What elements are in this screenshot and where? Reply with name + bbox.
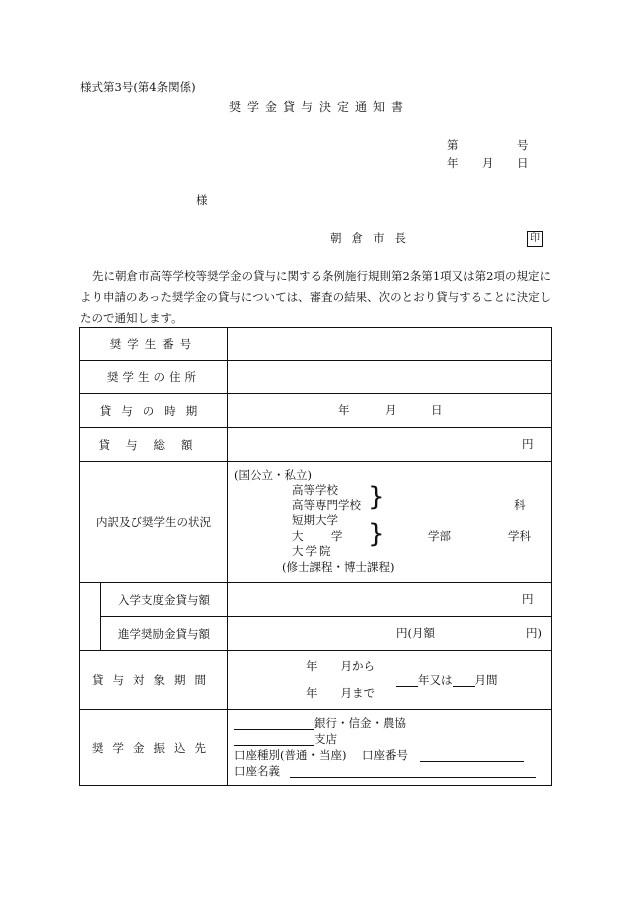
value-student-address[interactable] (228, 361, 552, 394)
period-months: 月間 (474, 673, 498, 687)
value-loan-timing[interactable] (228, 394, 552, 428)
label-transfer: 奨学金振込先 (80, 710, 228, 786)
account-type: 口座種別(普通・当座) (234, 748, 347, 762)
school-high-school: 高等学校 (292, 483, 338, 497)
document-title: 奨学金貸与決定通知書 (229, 100, 410, 114)
value-breakdown[interactable] (228, 462, 552, 583)
doc-number-prefix: 第 (447, 138, 459, 152)
period-to: 年 月まで (306, 686, 375, 700)
value-entrance-loan[interactable] (228, 583, 552, 617)
scholarship-loan-unit: 円(月額 (396, 626, 435, 640)
doc-number-suffix: 号 (517, 138, 529, 152)
bank-name-blank[interactable] (234, 729, 314, 730)
label-scholarship-loan: 進学奨励金貸与額 (101, 617, 228, 651)
branch-line (234, 734, 337, 746)
label-loan-timing: 貸与の時期 (80, 394, 228, 428)
date-month: 月 (482, 156, 494, 170)
entrance-loan-unit: 円 (522, 592, 534, 606)
school-type-note: (国公立・私立) (234, 468, 312, 482)
row-transfer (80, 710, 552, 786)
bank-suffix: 銀行・信金・農協 (314, 716, 406, 730)
label-student-number: 奨学生番号 (80, 328, 228, 361)
row-student-address (80, 361, 552, 394)
school-junior-college: 短期大学 (292, 513, 338, 527)
date-year: 年 (447, 156, 459, 170)
account-name-label: 口座名義 (234, 764, 280, 778)
seal-mark: 印 (527, 231, 543, 247)
graduate-course-note: (修士課程・博士課程) (282, 560, 395, 574)
value-loan-period[interactable] (228, 651, 552, 710)
form-id: 様式第3号(第4条関係) (80, 80, 196, 94)
value-student-number[interactable] (228, 328, 552, 361)
brace-group1: } (368, 482, 385, 512)
value-transfer[interactable] (228, 710, 552, 786)
branch-name-blank[interactable] (234, 745, 314, 746)
row-loan-period (80, 651, 552, 710)
period-duration (396, 675, 498, 687)
label-loan-period: 貸与対象期間 (80, 651, 228, 710)
account-number-blank[interactable] (420, 750, 524, 762)
body-paragraph: 先に朝倉市高等学校等奨学金の貸与に関する条例施行規則第2条第1項又は第2項の規定により申請のあった奨学金の貸与については、審査の結果、次のとおり貸与することに決定したので通知します。 (80, 269, 552, 325)
bank-line (234, 718, 406, 730)
school-technical-college: 高等専門学校 (292, 498, 361, 512)
indent-cell (80, 617, 101, 651)
school-university: 大 学 (292, 529, 351, 543)
account-name-blank[interactable] (290, 766, 536, 778)
faculty-suffix: 学部 (428, 529, 451, 543)
brace-group2: } (368, 519, 385, 549)
scholarship-loan-unit-end: 円) (526, 626, 542, 640)
label-breakdown: 内訳及び奨学生の状況 (80, 462, 228, 583)
label-loan-total: 貸与総額 (80, 428, 228, 462)
school-graduate: 大学院 (292, 544, 333, 558)
dept-suffix: 科 (514, 498, 526, 512)
addressee-suffix: 様 (196, 193, 208, 207)
loan-total-unit: 円 (522, 437, 534, 451)
label-student-address: 奨学生の住所 (80, 361, 228, 394)
timing-month: 月 (385, 403, 397, 417)
timing-year: 年 (338, 403, 350, 417)
indent-cell (80, 583, 101, 617)
loan-details-table (79, 327, 552, 786)
row-student-number (80, 328, 552, 361)
months-blank[interactable] (453, 686, 475, 687)
row-entrance-loan (80, 583, 552, 617)
years-blank[interactable] (396, 686, 418, 687)
branch-suffix: 支店 (314, 732, 337, 746)
account-number-label: 口座番号 (362, 748, 408, 762)
period-years: 年又は (418, 673, 453, 687)
value-loan-total[interactable] (228, 428, 552, 462)
label-entrance-loan: 入学支度金貸与額 (101, 583, 228, 617)
course-suffix: 学科 (508, 529, 531, 543)
date-day: 日 (517, 156, 529, 170)
issuer-name: 朝倉市長 (330, 231, 416, 245)
row-loan-total (80, 428, 552, 462)
value-scholarship-loan[interactable] (228, 617, 552, 651)
period-from: 年 月から (306, 659, 375, 673)
row-breakdown (80, 462, 552, 583)
row-scholarship-loan (80, 617, 552, 651)
timing-day: 日 (431, 403, 443, 417)
row-loan-timing (80, 394, 552, 428)
